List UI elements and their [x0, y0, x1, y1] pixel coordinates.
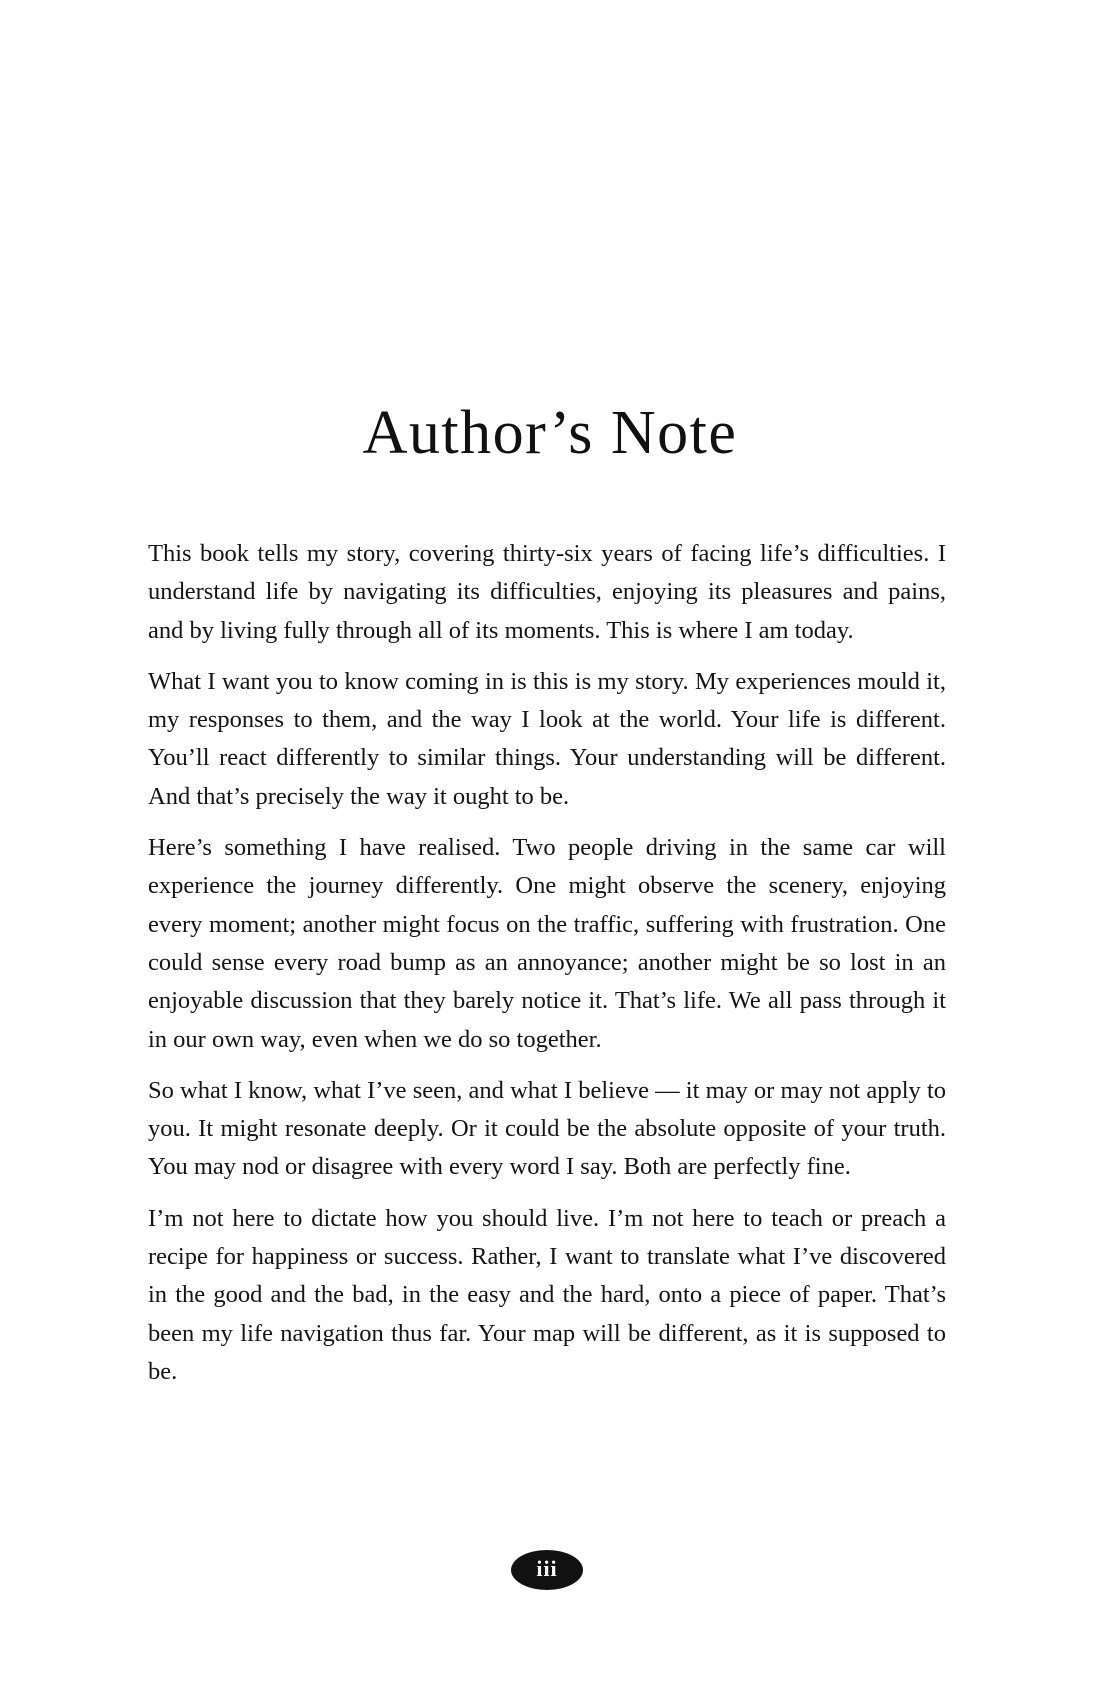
- paragraph-4: So what I know, what I’ve seen, and what I believe — it may or may not apply to you. It might resonate deeply. Or it could be the absolute opposite of your truth. You may nod or disagree with every word I say. Both are perfectly fine.: [148, 1076, 946, 1181]
- body-text: [148, 535, 946, 1404]
- page-number-badge: [511, 1550, 583, 1590]
- paragraph-3: Here’s something I have realised. Two people driving in the same car will experience the journey differently. One might observe the scenery, enjoying every moment; another might focus on the traffic, suffering with frustration. One could sense every road bump as an annoyance; another might be so lost in an enjoyable discussion that they barely notice it. That’s life. We all pass through it in our own way, even when we do so together.: [148, 834, 946, 1053]
- page-number: iii: [536, 1556, 558, 1581]
- paragraph-2: What I want you to know coming in is this is my story. My experiences mould it, my responses to them, and the way I look at the world. Your life is different. You’ll react differently to similar things. Your understanding will be different. And that’s precisely the way it ought to be.: [148, 667, 946, 810]
- page-title: Author’s Note: [362, 399, 738, 467]
- paragraph-1: This book tells my story, covering thirty-six years of facing life’s difficulties. I understand life by navigating its difficulties, enjoying its pleasures and pains, and by living fully through all of its moments. This is where I am today.: [148, 540, 946, 644]
- paragraph-5: I’m not here to dictate how you should live. I’m not here to teach or preach a recipe for happiness or success. Rather, I want to translate what I’ve discovered in the good and the bad, in the easy and the hard, onto a piece of paper. That’s been my life navigation thus far. Your map will be different, as it is supposed to be.: [148, 1204, 946, 1385]
